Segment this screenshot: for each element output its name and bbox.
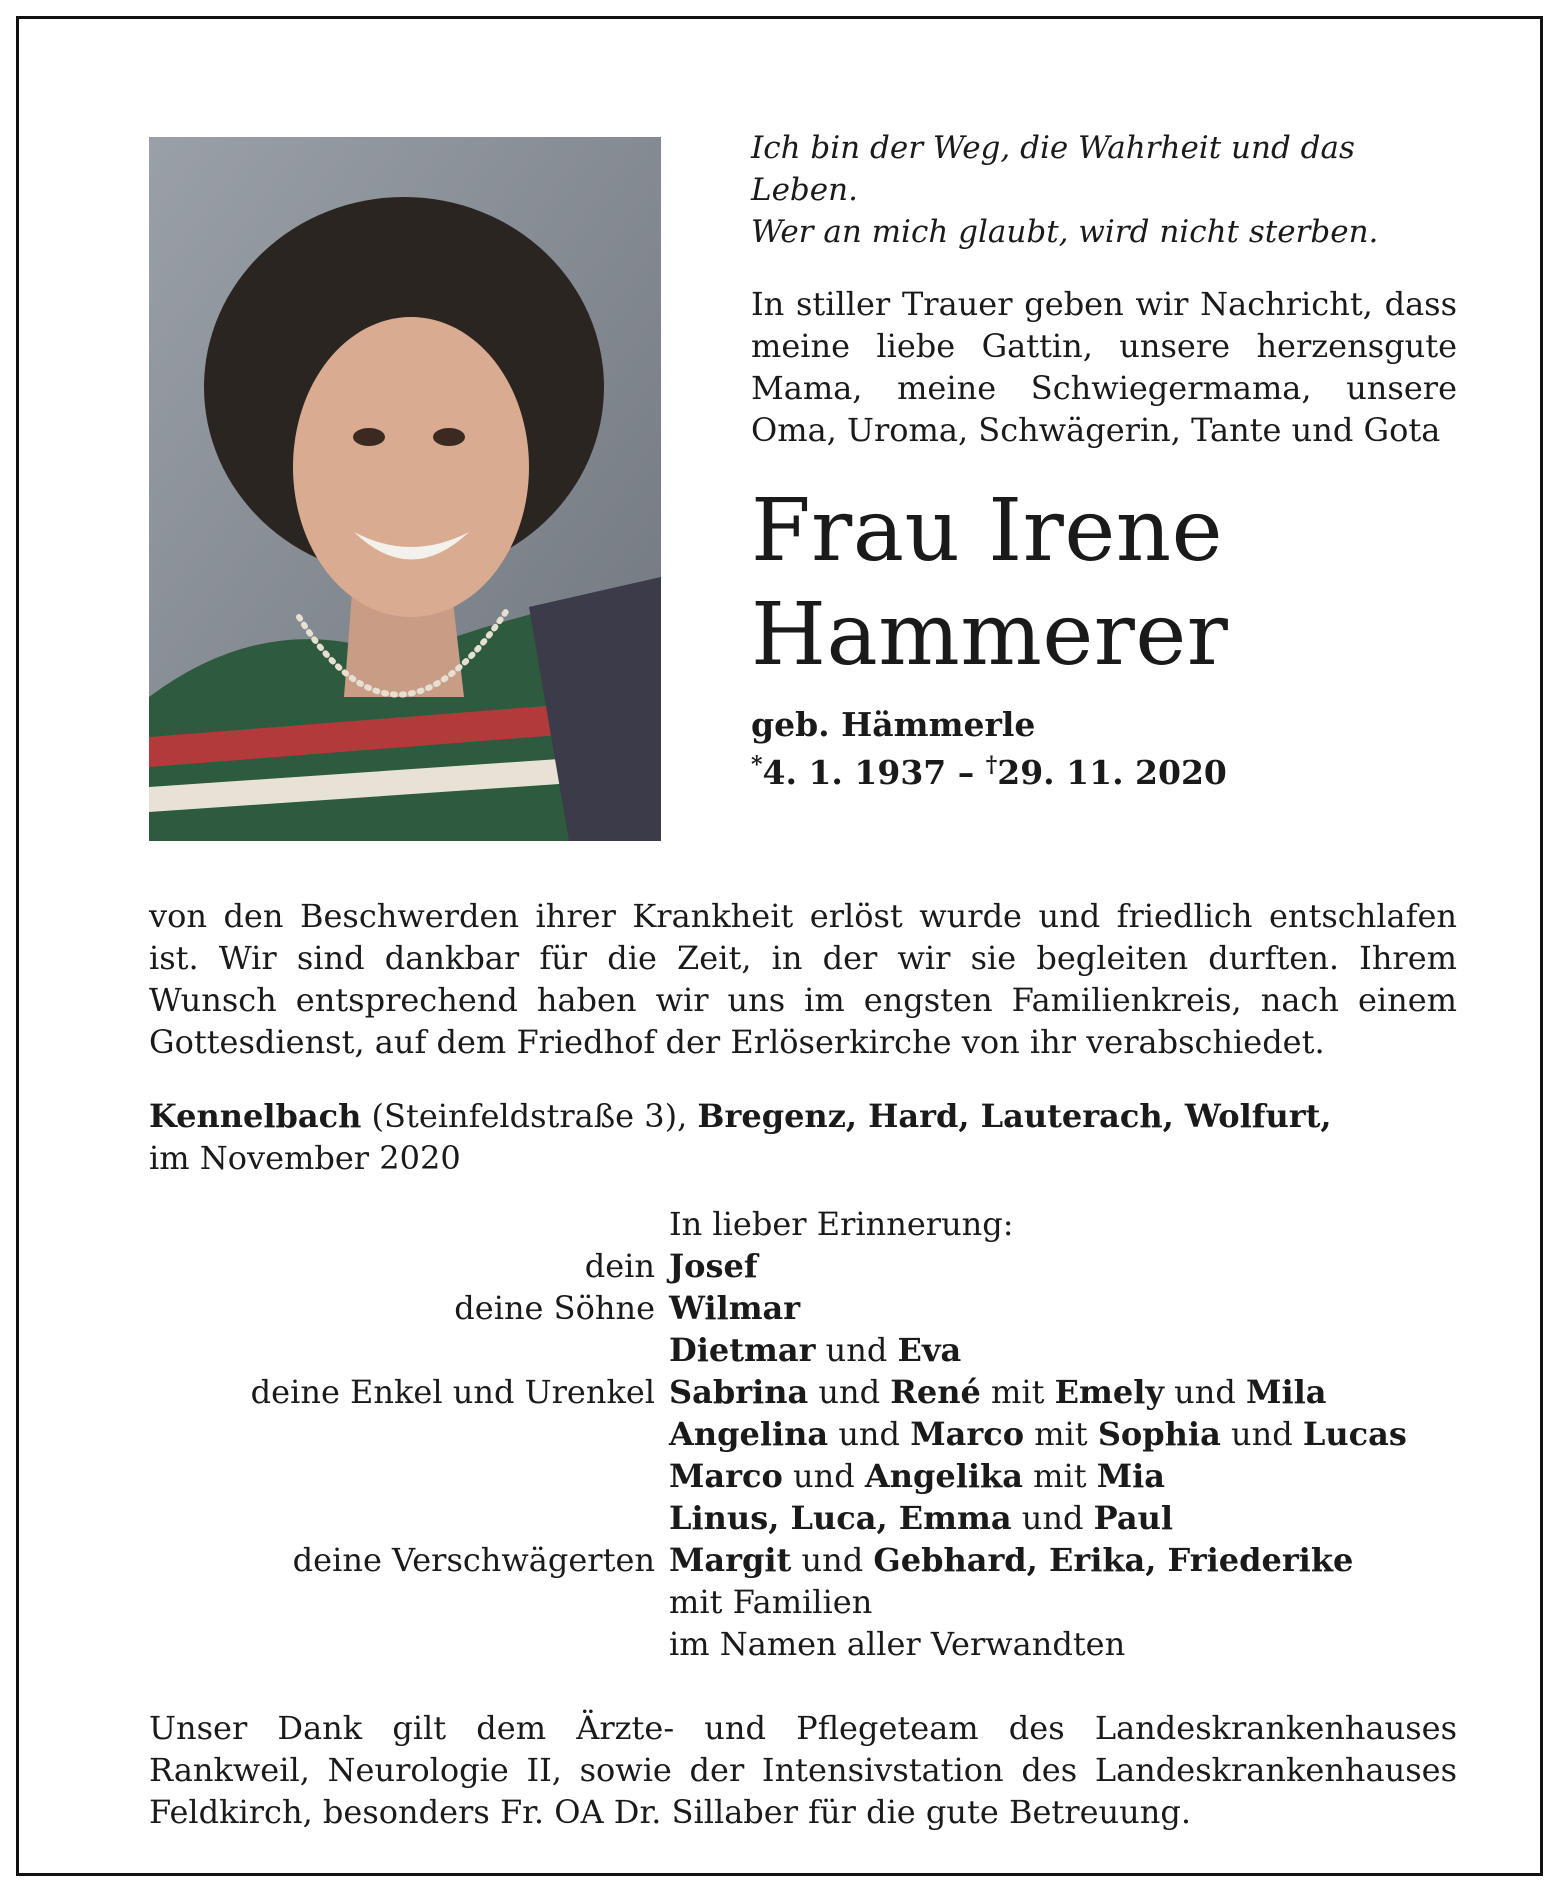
announcement-body: von den Beschwerden ihrer Krankheit erlöst wurde und friedlich entschlafen ist. Wir sind dankbar für die Zeit, in der wir sie begleiten durften. Ihrem Wunsch entsprechend haben wir uns im engsten Familienkreis, nach einem Gottesdienst, auf dem Friedhof der Erlöserkirche von ihr verabschiedet.	[149, 897, 1457, 1061]
family-relation-label: deine Söhne	[454, 1289, 655, 1327]
birth-date: 4. 1. 1937	[762, 753, 947, 792]
deceased-name	[751, 479, 1457, 687]
bible-verse-line-2: Wer an mich glaubt, wird nicht sterben.	[751, 214, 1379, 250]
family-connector: und	[1011, 1499, 1094, 1537]
family-row	[149, 1623, 1457, 1665]
portrait-photo	[149, 137, 661, 841]
family-member-name: Dietmar	[669, 1331, 816, 1369]
place-towns: Bregenz, Hard, Lauterach, Wolfurt,	[697, 1097, 1332, 1135]
life-dates	[751, 745, 1457, 793]
family-member-name: Linus, Luca, Emma	[669, 1499, 1012, 1537]
family-relation-label: deine Verschwägerten	[292, 1541, 655, 1579]
family-connector: und	[828, 1415, 911, 1453]
family-member-name: Wilmar	[669, 1289, 801, 1327]
family-relation-label	[149, 1497, 669, 1539]
family-row	[149, 1539, 1457, 1581]
family-connector: mit	[1024, 1415, 1098, 1453]
family-members	[669, 1455, 1457, 1497]
family-connector: und	[808, 1373, 891, 1411]
family-row	[149, 1581, 1457, 1623]
family-row	[149, 1329, 1457, 1371]
family-list	[149, 1203, 1457, 1665]
memory-heading: In lieber Erinnerung:	[669, 1205, 1014, 1243]
intro-text: In stiller Trauer geben wir Nachricht, dass meine liebe Gattin, unsere herzensgute Mama, meine Schwiegermama, unsere Oma, Uroma, Schwägerin, Tante und Gota	[751, 285, 1457, 449]
family-connector: mit	[980, 1373, 1055, 1411]
deceased-name-line-1: Frau Irene	[751, 481, 1224, 581]
place-address: (Steinfeldstraße 3),	[361, 1097, 698, 1135]
family-members	[669, 1581, 1457, 1623]
thanks-text: Unser Dank gilt dem Ärzte- und Pflegeteam des Landeskrankenhauses Rankweil, Neurologie II, sowie der Intensivstation des Landeskrankenhauses Feldkirch, besonders Fr. OA Dr. Sillaber für die gute Betreuung.	[149, 1709, 1457, 1831]
family-connector: und	[1164, 1373, 1247, 1411]
deceased-name-line-2: Hammerer	[751, 585, 1229, 685]
place-line	[149, 1095, 1457, 1179]
family-relation-label	[149, 1455, 669, 1497]
family-member-name: Mila	[1246, 1373, 1327, 1411]
family-row	[149, 1371, 1457, 1413]
family-connector: und	[1220, 1415, 1303, 1453]
family-members	[669, 1623, 1457, 1665]
family-rows	[149, 1245, 1457, 1665]
family-member-name: Margit	[669, 1541, 792, 1579]
family-connector: und	[782, 1457, 865, 1495]
family-member-name: Emely	[1054, 1373, 1164, 1411]
family-member-name: Josef	[669, 1247, 758, 1285]
family-member-name: Sabrina	[669, 1373, 809, 1411]
family-row	[149, 1287, 1457, 1329]
family-member-name: Marco	[669, 1457, 783, 1495]
death-symbol: †	[985, 752, 998, 778]
family-member-name: Mia	[1096, 1457, 1166, 1495]
maiden-name: geb. Hämmerle	[751, 705, 1036, 744]
bible-verse	[751, 127, 1457, 253]
family-row	[149, 1455, 1457, 1497]
family-connector: mit Familien	[669, 1583, 873, 1621]
family-members	[669, 1329, 1457, 1371]
death-date: 29. 11. 2020	[997, 753, 1227, 792]
family-connector: im Namen aller Verwandten	[669, 1625, 1126, 1663]
family-row	[149, 1245, 1457, 1287]
place-date: im November 2020	[149, 1139, 461, 1177]
family-member-name: Angelina	[669, 1415, 829, 1453]
family-row	[149, 1497, 1457, 1539]
birth-symbol: *	[751, 752, 763, 778]
family-connector: und	[791, 1541, 874, 1579]
family-relation-label	[149, 1623, 669, 1665]
family-members	[669, 1539, 1457, 1581]
family-member-name: Paul	[1093, 1499, 1173, 1537]
family-members	[669, 1245, 1457, 1287]
portrait-image	[149, 137, 661, 841]
family-members	[669, 1497, 1457, 1539]
family-member-name: Gebhard, Erika, Friederike	[873, 1541, 1354, 1579]
family-member-name: Eva	[897, 1331, 962, 1369]
family-relation-label	[149, 1413, 669, 1455]
header-column	[751, 127, 1457, 793]
bible-verse-line-1: Ich bin der Weg, die Wahrheit und das Leben.	[751, 130, 1355, 208]
family-connector: und	[815, 1331, 898, 1369]
family-connector: mit	[1022, 1457, 1097, 1495]
family-relation-label: deine Enkel und Urenkel	[250, 1373, 655, 1411]
family-relation-label: dein	[584, 1247, 655, 1285]
family-member-name: Lucas	[1302, 1415, 1407, 1453]
family-row	[149, 1413, 1457, 1455]
family-members	[669, 1287, 1457, 1329]
family-member-name: Marco	[910, 1415, 1025, 1453]
obituary-frame	[16, 16, 1543, 1876]
family-relation-label	[149, 1329, 669, 1371]
family-members	[669, 1371, 1457, 1413]
family-member-name: Sophia	[1097, 1415, 1221, 1453]
place-town: Kennelbach	[149, 1097, 362, 1135]
memory-heading-row	[149, 1203, 1457, 1245]
family-member-name: René	[890, 1373, 981, 1411]
family-members	[669, 1413, 1457, 1455]
family-relation-label	[149, 1581, 669, 1623]
date-separator: –	[946, 753, 986, 792]
family-member-name: Angelika	[864, 1457, 1023, 1495]
